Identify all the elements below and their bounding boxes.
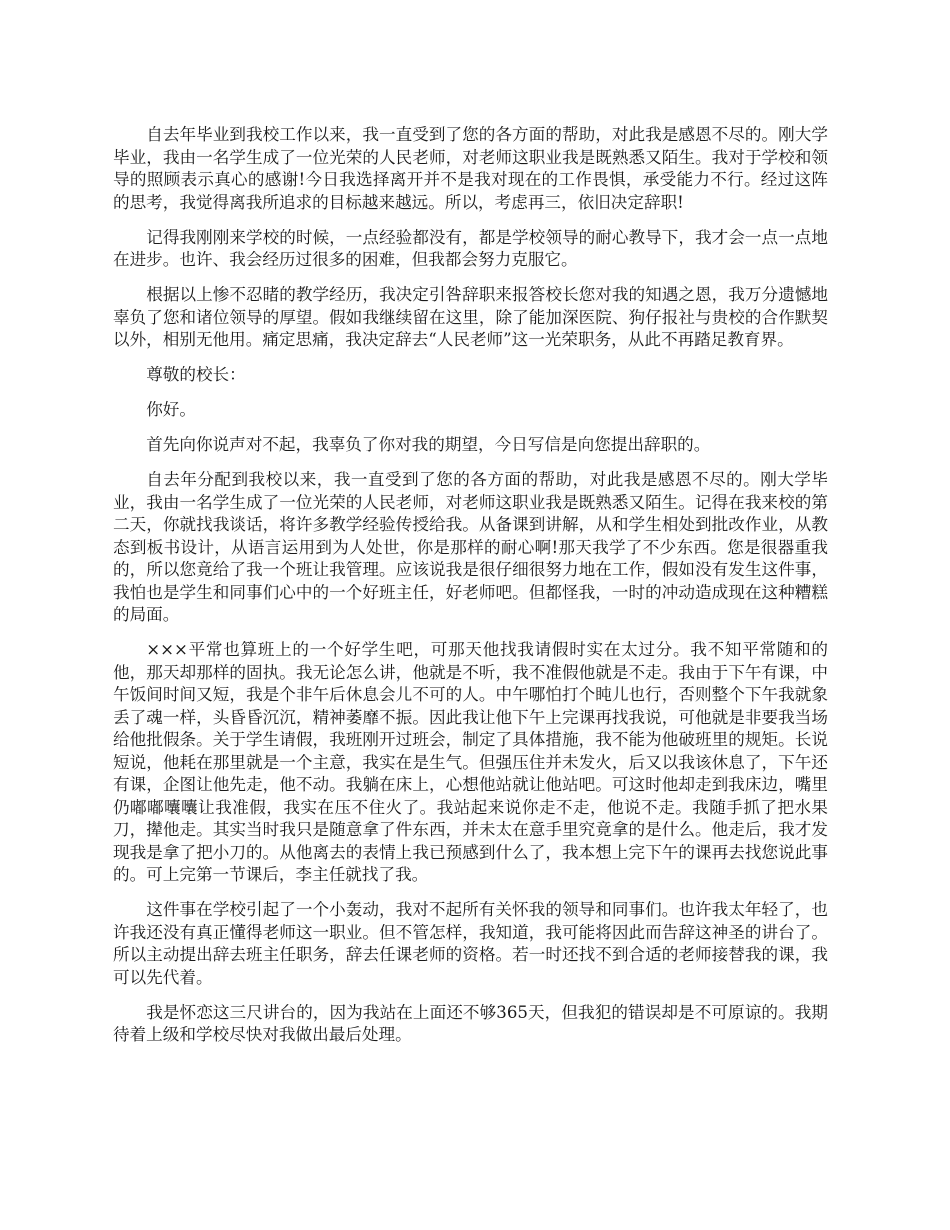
document-body [113, 124, 828, 1059]
paragraph-closing: 我是怀恋这三尺讲台的，因为我站在上面还不够365天，但我犯的错误却是不可原谅的。我期待着上级和学校尽快对我做出最后处理。 [113, 1002, 828, 1044]
salutation: 尊敬的校长： [146, 365, 246, 384]
paragraph-consequences: 这件事在学校引起了一个小轰动，我对不起所有关怀我的领导和同事们。也许我太年轻了，也许我还没有真正懂得老师这一职业。但不管怎样，我知道，我可能将因此而告辞这神圣的讲台了。所以主动提出辞去班主任职务，辞去任课老师的资格。若一时还找不到合适的老师接替我的课，我可以先代着。 [113, 900, 828, 987]
paragraph-background: 自去年分配到我校以来，我一直受到了您的各方面的帮助，对此我是感恩不尽的。刚大学毕业，我由一名学生成了一位光荣的人民老师，对老师这职业我是既熟悉又陌生。记得在我来校的第二天，你就找我谈话，将许多教学经验传授给我。从备课到讲解，从和学生相处到批改作业，从教态到板书设计，从语言运用到为人处世，你是那样的耐心啊!那天我学了不少东西。您是很器重我的，所以您竟给了我一个班让我管理。应该说我是很仔细很努力地在工作，假如没有发生这件事，我怕也是学生和同事们心中的一个好班主任，好老师吧。但都怪我，一时的冲动造成现在这种糟糕的局面。 [113, 470, 828, 624]
paragraph-incident: ×××平常也算班上的一个好学生吧，可那天他找我请假时实在太过分。我不知平常随和的他，那天却那样的固执。我无论怎么讲，他就是不听，我不准假他就是不走。我由于下午有课，中午饭间时间又短，我是个非午后休息会儿不可的人。中午哪怕打个盹儿也行，否则整个下午我就象丢了魂一样，头昏昏沉沉，精神萎靡不振。因此我让他下午上完课再找我说，可他就是非要我当场给他批假条。关于学生请假，我班刚开过班会，制定了具体措施，我不能为他破班里的规矩。长说短说，他耗在那里就是一个主意，我实在是生气。但强压住并未发火，后又以我该休息了，下午还有课，企图让他先走，他不动。我躺在床上，心想他站就让他站吧。可这时他却走到我床边，嘴里仍嘟嘟囔囔让我准假，我实在压不住火了。我站起来说你走不走，他说不走。我随手抓了把水果刀，撵他走。其实当时我只是随意拿了件东西，并未太在意手里究竟拿的是什么。他走后，我才发现我是拿了把小刀的。从他离去的表情上我已预感到什么了，我本想上完下午的课再去找您说此事的。可上完第一节课后，李主任就找了我。 [113, 640, 828, 884]
paragraph-apology: 首先向你说声对不起，我辜负了你对我的期望，今日写信是向您提出辞职的。 [146, 435, 711, 454]
paragraph-resignation-decision: 根据以上惨不忍睹的教学经历，我决定引咎辞职来报答校长您对我的知遇之恩，我万分遗憾地辜负了您和诸位领导的厚望。假如我继续留在这里，除了能加深医院、狗仔报社与贵校的合作默契以外，相别无他用。痛定思痛，我决定辞去“人民老师”这一光荣职务，从此不再踏足教育界。 [113, 285, 828, 349]
greeting: 你好。 [146, 400, 196, 419]
paragraph-early-days: 记得我刚刚来学校的时候，一点经验都没有，都是学校领导的耐心教导下，我才会一点一点地在进步。也许、我会经历过很多的困难，但我都会努力克服它。 [113, 227, 828, 269]
paragraph-gratitude-intro: 自去年毕业到我校工作以来，我一直受到了您的各方面的帮助，对此我是感恩不尽的。刚大学毕业，我由一名学生成了一位光荣的人民老师，对老师这职业我是既熟悉又陌生。我对于学校和领导的照顾表示真心的感谢!今日我选择离开并不是我对现在的工作畏惧，承受能力不行。经过这阵的思考，我觉得离我所追求的目标越来越远。所以，考虑再三，依旧决定辞职! [113, 125, 828, 212]
